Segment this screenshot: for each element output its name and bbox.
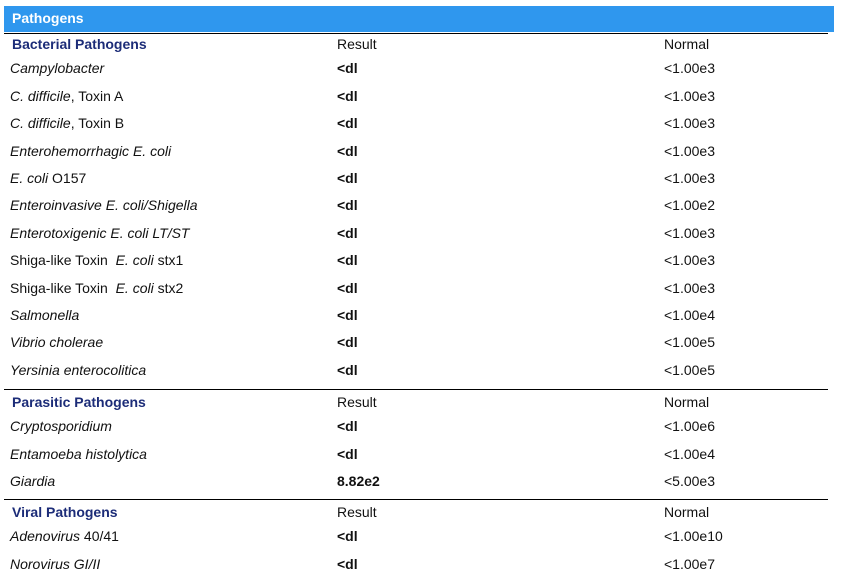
normal-range-value: <1.00e2 <box>664 197 715 214</box>
normal-range-value: <1.00e6 <box>664 418 715 435</box>
result-column-header: Result <box>337 36 377 52</box>
pathogen-name-part: Enteroinvasive E. coli/Shigella <box>10 197 198 214</box>
normal-range-value: <1.00e3 <box>664 170 715 186</box>
normal-range-value: <1.00e7 <box>664 555 715 572</box>
normal-range-value: <1.00e4 <box>664 307 715 323</box>
pathogen-name <box>10 554 100 574</box>
result-value: <dl <box>337 142 358 159</box>
pathogen-name-part: E. coli <box>115 252 154 269</box>
normal-range-value: <1.00e3 <box>664 60 715 77</box>
table-row <box>0 416 842 436</box>
normal-column-header: Normal <box>664 504 710 520</box>
pathogen-name <box>10 113 124 133</box>
pathogen-name <box>10 305 79 325</box>
pathogen-name-part: Cryptosporidium <box>10 418 112 435</box>
result-value: <dl <box>337 445 358 462</box>
pathogen-name-part: Enterotoxigenic E. coli LT/ST <box>10 224 190 241</box>
pathogen-name-part: C. difficile <box>10 115 71 132</box>
result-value: <dl <box>337 307 358 323</box>
table-row <box>0 278 842 298</box>
result-column-header: Result <box>337 394 377 410</box>
pathogen-name-part: 40/41 <box>80 528 119 545</box>
pathogen-name-part: Enterohemorrhagic E. coli <box>10 142 172 159</box>
pathogen-name <box>10 416 112 436</box>
normal-range-value: <1.00e3 <box>664 224 715 241</box>
result-value: 8.82e2 <box>337 473 380 490</box>
normal-range-value: <1.00e3 <box>664 115 715 132</box>
result-value: <dl <box>337 224 358 241</box>
table-row <box>0 141 842 161</box>
pathogen-name-part: stx2 <box>153 279 184 296</box>
pathogen-name-part: E. coli <box>115 279 154 296</box>
pathogen-name <box>10 250 183 270</box>
pathogen-name-part: Giardia <box>10 473 56 490</box>
normal-range-value: <1.00e5 <box>664 361 715 378</box>
section-header-row <box>0 502 842 522</box>
pathogen-name <box>10 444 147 464</box>
pathogen-name <box>10 58 104 78</box>
normal-range-value: <1.00e3 <box>664 87 715 104</box>
normal-range-value: <1.00e4 <box>664 445 715 462</box>
pathogen-name <box>10 360 146 380</box>
pathogen-name <box>10 141 171 161</box>
table-row <box>0 554 842 574</box>
normal-column-header: Normal <box>664 36 710 52</box>
table-row <box>0 444 842 464</box>
result-value: <dl <box>337 528 358 545</box>
table-row <box>0 305 842 325</box>
normal-range-value: <1.00e3 <box>664 279 715 296</box>
pathogen-name <box>10 278 183 298</box>
pathogen-name-part: Shiga-like Toxin <box>10 279 116 296</box>
pathogen-name <box>10 195 198 215</box>
pathogen-name-part: Norovirus GI/II <box>10 555 101 572</box>
table-row <box>0 223 842 243</box>
result-value: <dl <box>337 555 358 572</box>
section-heading: Parasitic Pathogens <box>12 394 146 410</box>
normal-range-value: <1.00e10 <box>664 528 723 545</box>
result-value: <dl <box>337 334 358 351</box>
pathogen-name <box>10 526 119 546</box>
result-value: <dl <box>337 279 358 296</box>
pathogen-name <box>10 168 86 188</box>
pathogen-name-part: Vibrio cholerae <box>10 334 104 351</box>
table-row <box>0 471 842 491</box>
pathogen-name-part: E. coli <box>10 170 49 186</box>
pathogen-name <box>10 223 189 243</box>
normal-range-value: <1.00e5 <box>664 334 715 351</box>
pathogen-name <box>10 86 123 106</box>
section-header-row <box>0 392 842 412</box>
result-value: <dl <box>337 60 358 77</box>
result-value: <dl <box>337 252 358 269</box>
table-row <box>0 332 842 352</box>
result-value: <dl <box>337 197 358 214</box>
table-row <box>0 526 842 546</box>
result-value: <dl <box>337 87 358 104</box>
result-value: <dl <box>337 361 358 378</box>
table-row <box>0 86 842 106</box>
pathogen-name-part: Entamoeba histolytica <box>10 445 147 462</box>
section-heading: Bacterial Pathogens <box>12 36 147 52</box>
pathogen-name <box>10 332 103 352</box>
pathogen-name-part: C. difficile <box>10 87 71 104</box>
pathogen-name-part: Campylobacter <box>10 60 105 77</box>
pathogen-name-part: Adenovirus <box>10 528 81 545</box>
table-row <box>0 168 842 188</box>
normal-range-value: <5.00e3 <box>664 473 715 490</box>
normal-range-value: <1.00e3 <box>664 252 715 269</box>
table-row <box>0 195 842 215</box>
pathogen-name-part: , Toxin B <box>70 115 125 132</box>
pathogen-name-part: Salmonella <box>10 307 80 323</box>
table-row <box>0 113 842 133</box>
result-column-header: Result <box>337 504 377 520</box>
pathogen-name-part: , Toxin A <box>70 87 124 104</box>
result-value: <dl <box>337 115 358 132</box>
table-row <box>0 58 842 78</box>
table-row <box>0 250 842 270</box>
table-row <box>0 360 842 380</box>
section-divider <box>4 389 828 390</box>
result-value: <dl <box>337 170 358 186</box>
pathogens-title-bar: Pathogens <box>4 6 834 32</box>
normal-range-value: <1.00e3 <box>664 142 715 159</box>
result-value: <dl <box>337 418 358 435</box>
pathogen-name-part: Shiga-like Toxin <box>10 252 116 269</box>
pathogen-name-part: Yersinia enterocolitica <box>10 361 147 378</box>
pathogen-name <box>10 471 55 491</box>
pathogen-name-part: stx1 <box>153 252 184 269</box>
pathogen-name-part: O157 <box>48 170 87 186</box>
normal-column-header: Normal <box>664 394 710 410</box>
section-heading: Viral Pathogens <box>12 504 118 520</box>
section-header-row <box>0 34 842 54</box>
section-divider <box>4 499 828 500</box>
